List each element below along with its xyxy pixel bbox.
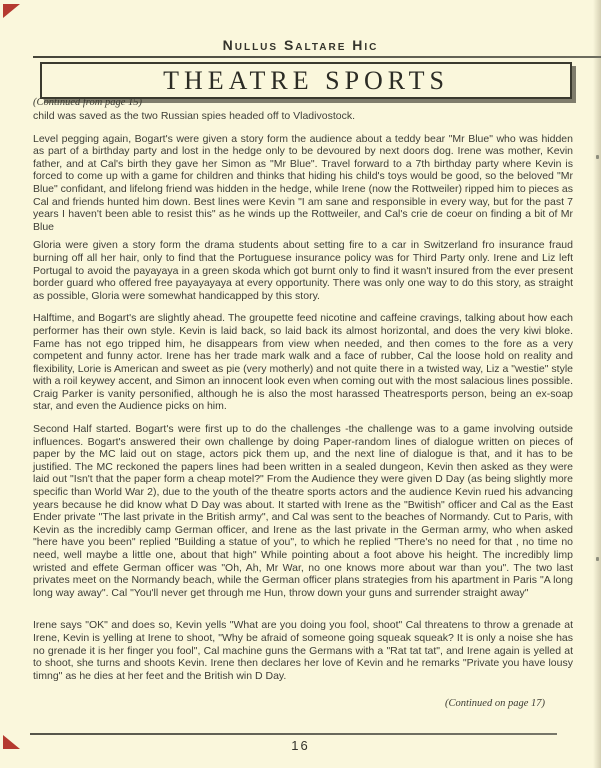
article-title: THEATRE SPORTS [163,65,449,95]
corner-fold-mark-top [3,4,20,18]
article-paragraph: Second Half started. Bogart's were first up to do the challenges -the challenge was to a game involving outside influences. Bogart's answered their own challenge by doing Paper-random lines of dialogue written on pieces of paper by the MC laid out on stage, actors pick them up, and the next line of dialogue is that, and it has to be justified. The MC reckoned the papers lines had been written in a sealed dungeon, Kevin then asked as they were laid out "Isn't that the paper form a cheap motel?" From the Audience they were given D Day (as being slightly more specific than World War 2), due to the youth of the theatre sports actors and the audience Kevin rued his advancing years because he did know what D Day was about. It started with Irene as the "Bwitish" officer and Cal as the East Ender private "The last private in the British army", and Cal was sent to the beaches of Normandy. Cut to Paris, with Kevin as the incredibly camp German officer, and Irene as the last private in the German army, who when asked "here have you been" replied "Building a statue of you", to which he replied "There's no need for that , no time no need, well maybe a little one, about that high" While pointing about a foot above his height. The incredibly limp wristed and effete German officer was "Oh, Ah, Mr War, no one knows more about war than you". The two last privates meet on the Normandy beach, while the German officer plans strategies from his apartment in Paris "A long long way away". Cal "You'll never get through me Hun, throw down your guns and surrender straight away" [33,423,573,599]
article-paragraph: Halftime, and Bogart's are slightly ahead. The groupette feed nicotine and caffeine cravings, talking about how each performer has their own style. Kevin is laid back, so laid back its almost horizontal, and does the very kiwi bloke. Fame has not ego tripped him, he disappears from view when needed, and then comes to the fore as a very competent and funny actor. Irene has her trade mark walk and a face of rubber, Cal the loose hold on reality and flexibility, Lorie is American and sweet as pie (very motherly) and not quite there in a twisted way, Liz a "westie" style with a roil keywey accent, and Simon an innocent look even when coming out with the most salacious lines possible. Craig Parker is vanity personified, although he is also the most harassed Theatresports person, being an ex-soap star, and even the Audience picks on him. [33,312,573,413]
article-paragraph: Irene says "OK" and does so, Kevin yells "What are you doing you fool, shoot" Cal threatens to throw a grenade at Irene, Kevin is yelling at Irene to shoot, "Why be afraid of someone going squeak squeak? It is only a noise she has no grenade it is her finger you fool", Cal machine guns the Germans with a "Rat tat tat", and Irene again is yelled at to shoot, she turns and shoots Kevin. Irene then declares her love of Kevin and he remarks "Private you have lousy timng" as he dies at her feet and the British win D Day. [33,619,573,682]
continued-on-note: (Continued on page 17) [444,698,545,709]
article-paragraph: child was saved as the two Russian spies headed off to Vladivostock. [33,110,355,122]
article-paragraph: Gloria were given a story form the drama students about setting fire to a car in Switzerland fro insurance fraud burning off all her hair, only to find that the Portuguese insurance policy was for Third Party only. Irene and Liz left Portugal to avoid the payayaya in a green skoda which got burnt only to find it wasn't insured from the ever present border guard who offered free payayayaya at every opportunity. There was only one way to do this story, as straight as possible, Gloria were somewhat handicapped by this story. [33,239,573,302]
article-title-box [40,62,572,99]
scan-speck [596,557,599,561]
scan-speck [596,155,599,159]
continued-from-note: (Continued from page 15) [33,97,142,108]
article-body [33,110,573,682]
footer-rule [30,733,557,735]
newsletter-masthead: Nullus Saltare Hic [222,37,379,53]
masthead-rule [33,56,601,58]
scan-edge-shadow [593,0,601,768]
article-paragraph: Level pegging again, Bogart's were given a story form the audience about a teddy bear "Mr Blue" who was hidden as part of a birthday party and lost in the hedge only to be devoured by next doors dog. Irene was mother, Kevin father, and at Cal's birth they gave her Simon as "Mr Blue". Travel forward to a 7th birthday party where Kevin is forced to come up with a game for children and thinks that hiding his child's toys would be good, so the beloved "Mr Blue" confidant, and lifelong friend was hidden in the hedge, while Irene (now the Rottweiler) ripped him to pieces as Cal and friends hunted him down. Best lines were Kevin "I am sane and responsible in every way, but for the past 7 years I haven't been able to resist this" as he winds up the Rottweiler, and Cal's crie de coeur on finding a bit of Mr Blue [33,132,573,233]
page-number: 16 [291,738,310,753]
